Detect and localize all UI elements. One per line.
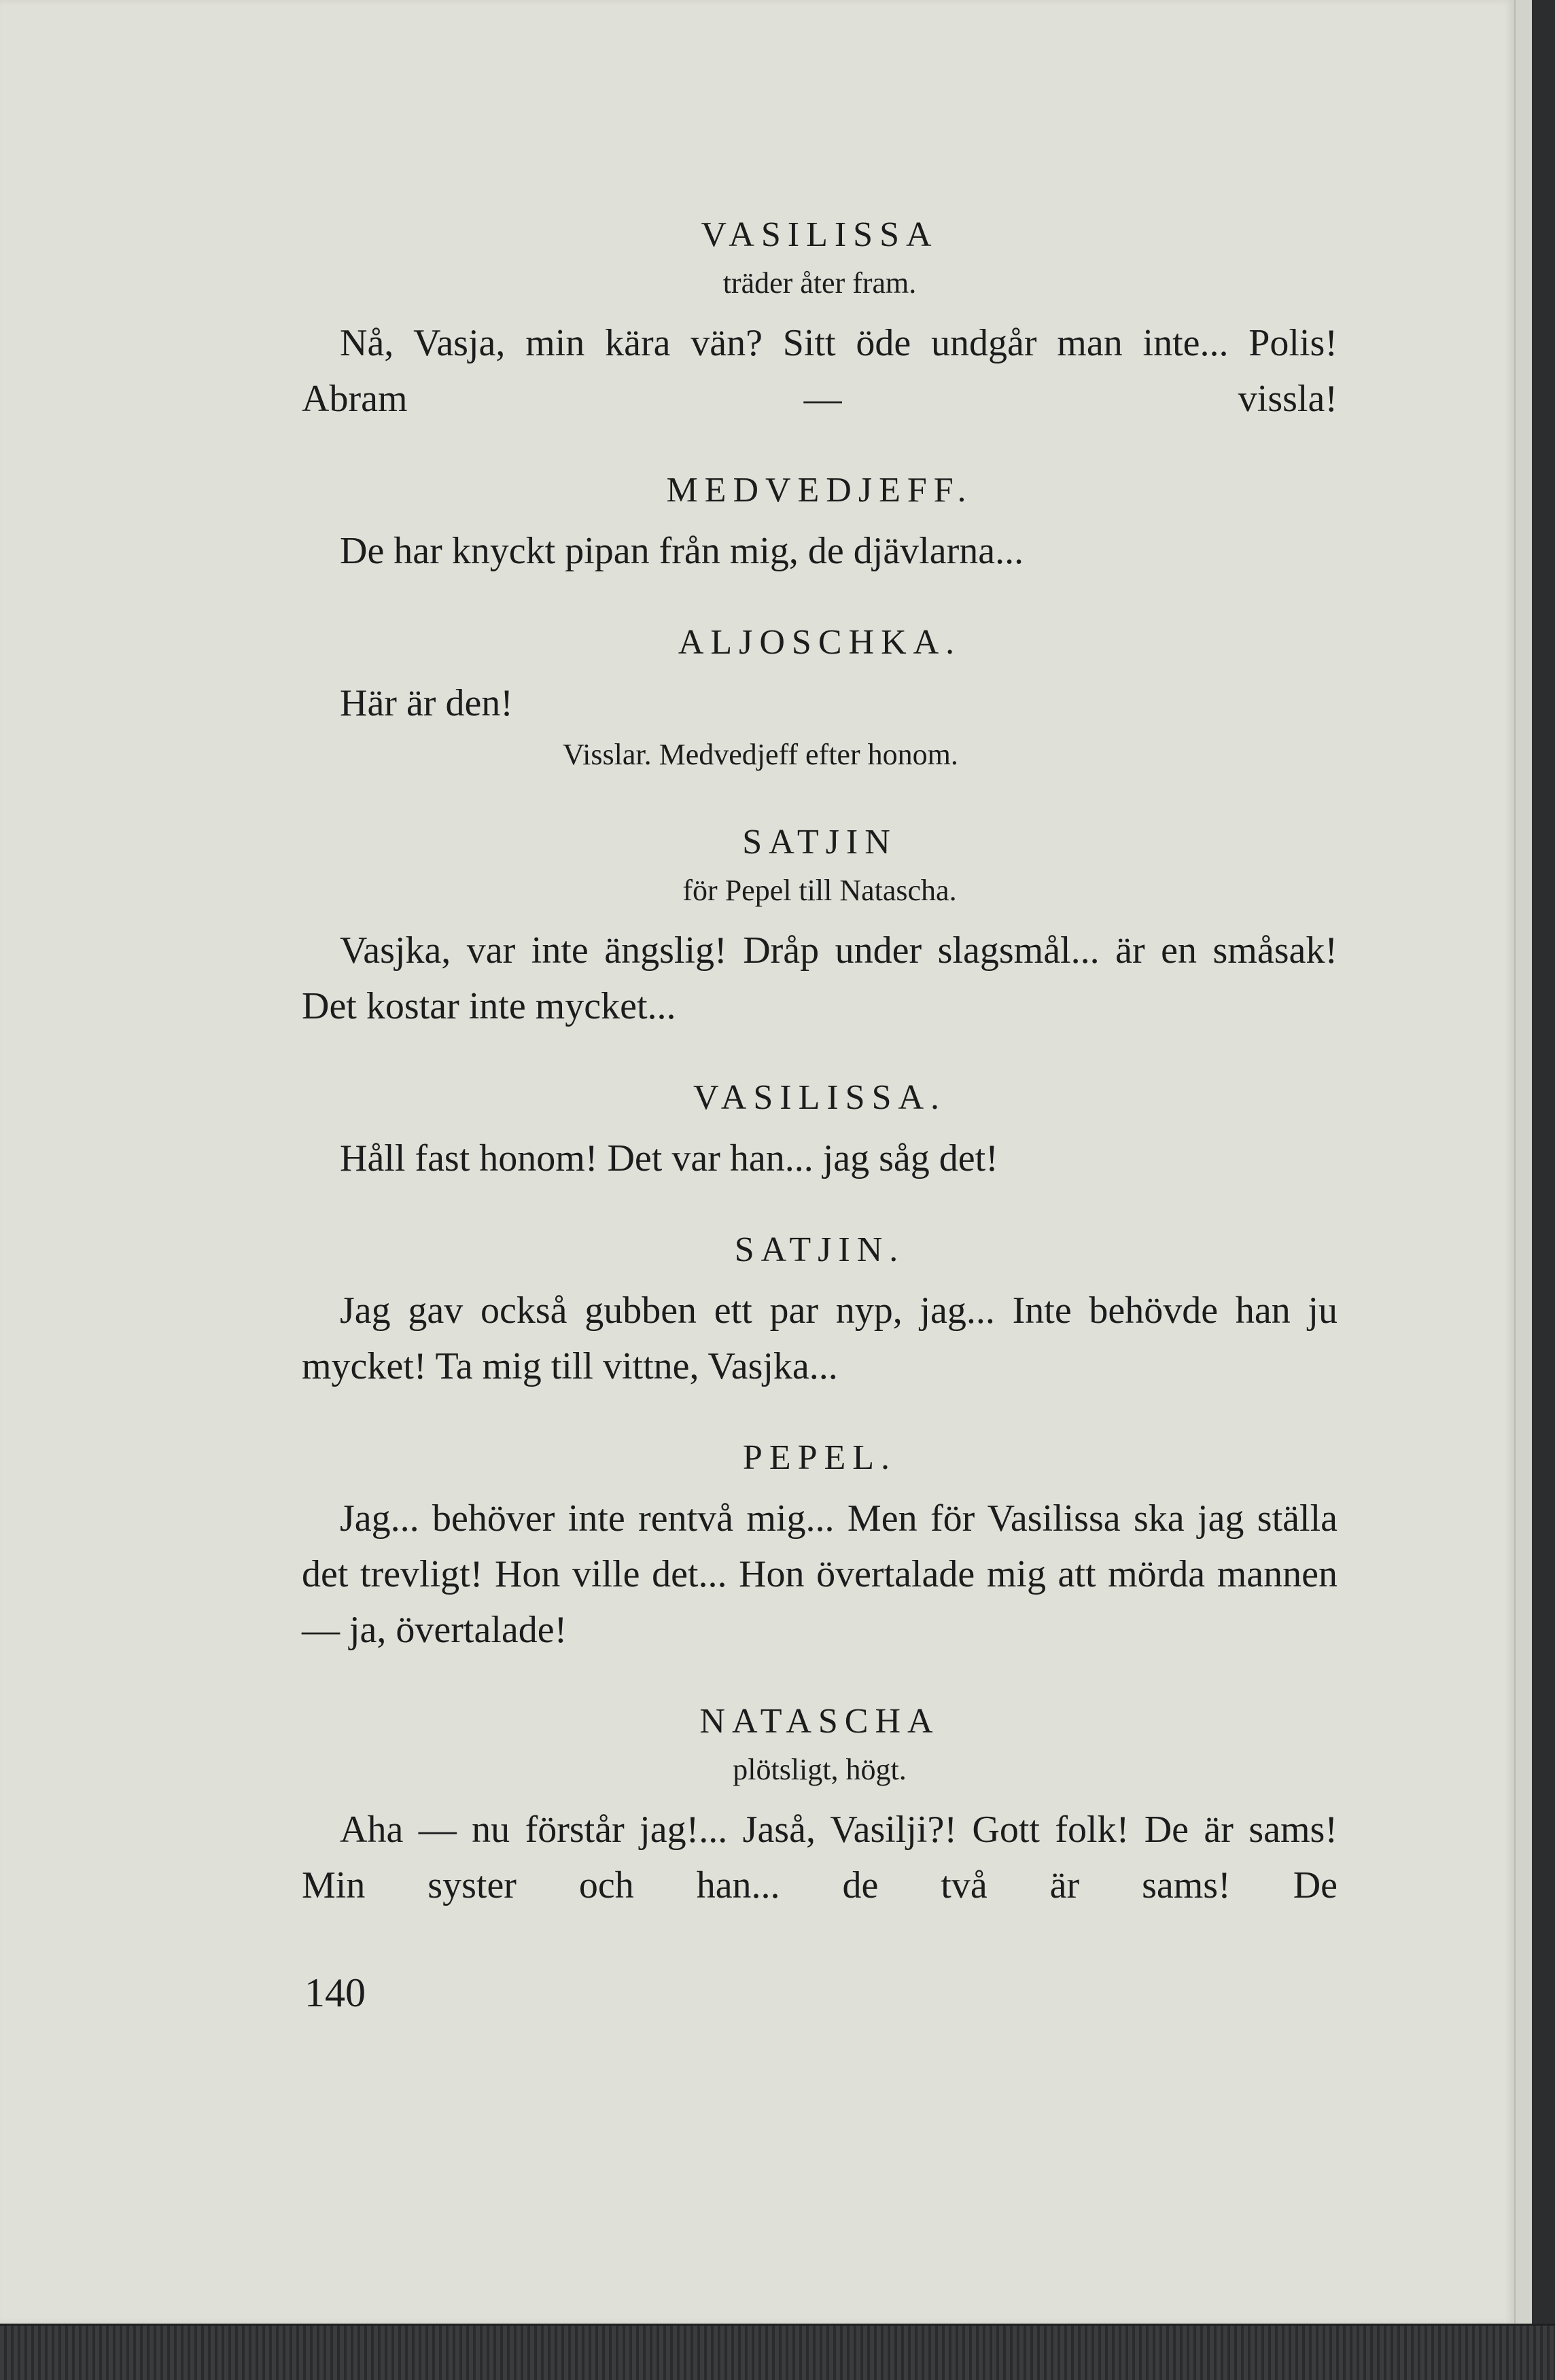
page-edge: [1514, 0, 1532, 2324]
speaker-name: SATJIN.: [734, 1230, 905, 1269]
speech-text: Jag gav också gubben ett par nyp, jag... Inte behövde han ju mycket! Ta mig till vittne, Vasjka...: [302, 1290, 1338, 1387]
speaker-name: VASILISSA.: [693, 1078, 947, 1117]
speech-text: De har knyckt pipan från mig, de djävlarna...: [340, 530, 1024, 572]
speaker-name: SATJIN: [742, 823, 897, 862]
speech-text: Nå, Vasja, min kära vän? Sitt öde undgår man inte... Polis! Abram — vissla!: [302, 322, 1338, 420]
speaker-name: NATASCHA: [699, 1702, 940, 1741]
speech-text: Vasjka, var inte ängslig! Dråp under slagsmål... är en småsak! Det kostar inte mycket...: [302, 929, 1338, 1027]
speaker-name: ALJOSCHKA.: [678, 623, 962, 662]
speech-text: Jag... behöver inte rentvå mig... Men för Vasilissa ska jag ställa det trevligt! Hon ville det... Hon övertalade mig att mörda mannen — ja, övertalade!: [302, 1497, 1338, 1651]
speech-text: Här är den!: [340, 682, 513, 724]
stage-direction: plötsligt, högt.: [733, 1753, 907, 1786]
page-number: 140: [304, 1970, 366, 2015]
play-text: [302, 211, 1338, 1913]
binding-strip: [0, 2324, 1555, 2380]
stage-direction: träder åter fram.: [722, 266, 917, 300]
speaker-name: MEDVEDJEFF.: [666, 471, 973, 510]
stage-direction: för Pepel till Natascha.: [682, 874, 957, 907]
speaker-name: PEPEL.: [742, 1438, 897, 1477]
speech-text: Aha — nu förstår jag!... Jaså, Vasilji?! Gott folk! De är sams! Min syster och han... de två är sams! De: [302, 1809, 1338, 1906]
speaker-name: VASILISSA: [701, 215, 939, 254]
stage-direction: Visslar. Medvedjeff efter honom.: [563, 738, 958, 771]
speech-text: Håll fast honom! Det var han... jag såg det!: [340, 1137, 998, 1179]
